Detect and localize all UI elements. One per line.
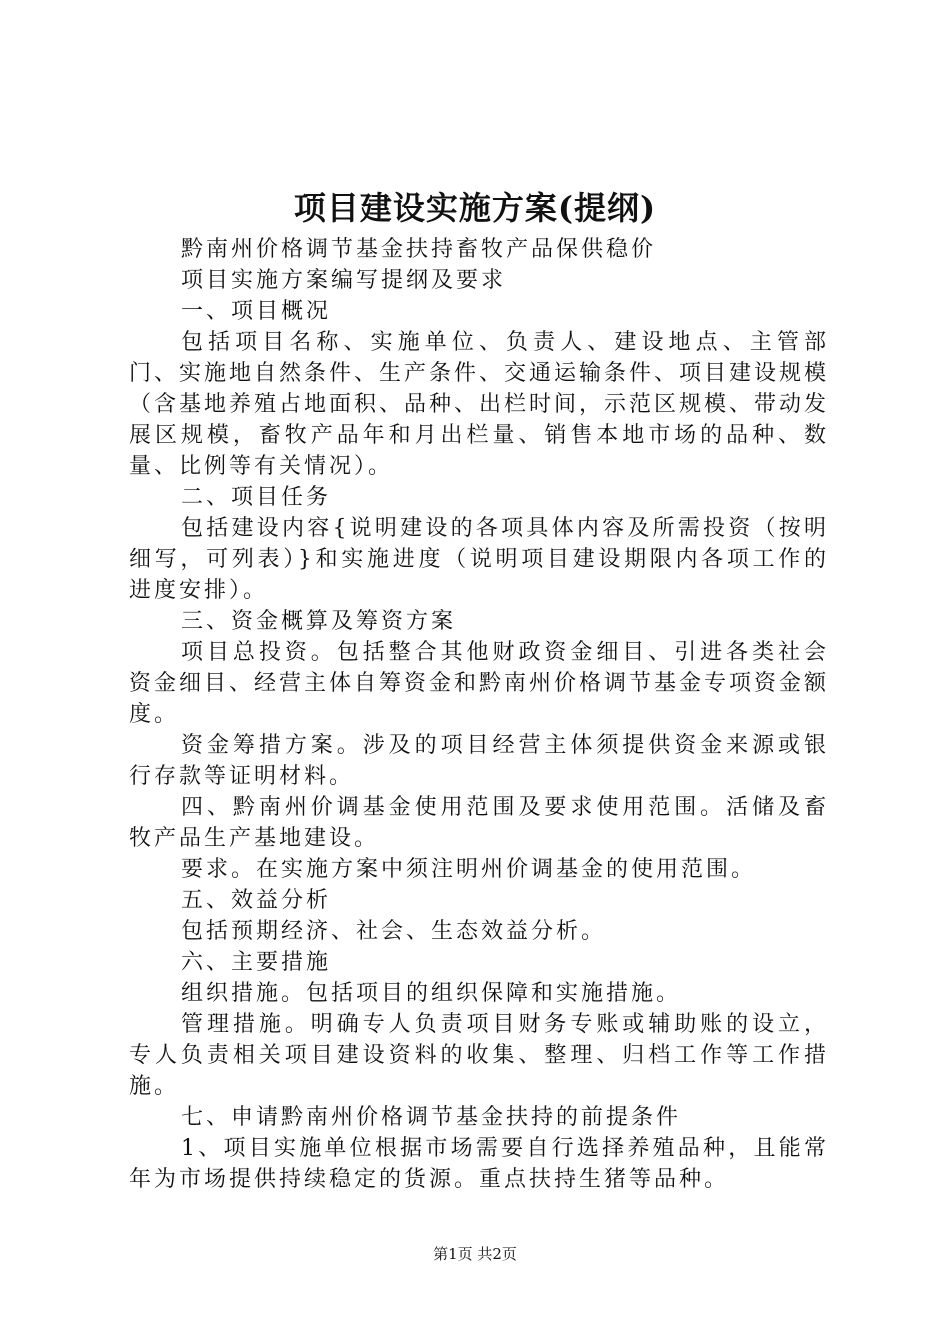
paragraph: 包括预期经济、社会、生态效益分析。 xyxy=(181,919,607,944)
section-heading: 二、项目任务 xyxy=(181,485,332,510)
section-heading: 一、项目概况 xyxy=(181,299,332,324)
section-heading: 六、主要措施 xyxy=(181,950,332,975)
paragraph: 项目总投资。包括整合其他财政资金细目、引进各类社会资金细目、经营主体自筹资金和黔南州价格调节基金专项资金额度。 xyxy=(129,640,830,727)
paragraph: 黔南州价格调节基金扶持畜牧产品保供稳价 xyxy=(181,237,657,262)
paragraph: 项目实施方案编写提纲及要求 xyxy=(181,268,507,293)
section-heading: 四、黔南州价调基金使用范围及要求使用范围。活储及畜牧产品生产基地建设。 xyxy=(129,795,829,851)
paragraph: 资金筹措方案。涉及的项目经营主体须提供资金来源或银行存款等证明材料。 xyxy=(129,733,829,789)
section-heading: 五、效益分析 xyxy=(181,888,332,913)
section-heading: 三、资金概算及筹资方案 xyxy=(181,609,457,634)
paragraph: 包括项目名称、实施单位、负责人、建设地点、主管部门、实施地自然条件、生产条件、交通运输条件、项目建设规模（含基地养殖占地面积、品种、出栏时间，示范区规模、带动发展区规模，畜牧产品年和月出栏量、销售本地市场的品种、数量、比例等有关情况）。 xyxy=(129,330,830,479)
paragraph: 1、项目实施单位根据市场需要自行选择养殖品种，且能常年为市场提供持续稳定的货源。重点扶持生猪等品种。 xyxy=(129,1136,829,1192)
paragraph: 要求。在实施方案中须注明州价调基金的使用范围。 xyxy=(181,857,757,882)
page-number-footer: 第1页 共2页 xyxy=(433,1245,517,1263)
paragraph: 管理措施。明确专人负责项目财务专账或辅助账的设立，专人负责相关项目建设资料的收集、整理、归档工作等工作措施。 xyxy=(129,1012,829,1099)
section-heading: 七、申请黔南州价格调节基金扶持的前提条件 xyxy=(181,1105,682,1130)
paragraph: 包括建设内容{说明建设的各项具体内容及所需投资（按明细写，可列表）}和实施进度（说明项目建设期限内各项工作的进度安排）。 xyxy=(129,516,829,603)
paragraph: 组织措施。包括项目的组织保障和实施措施。 xyxy=(181,981,682,1006)
document-title: 项目建设实施方案(提纲) xyxy=(293,189,657,227)
document-body xyxy=(129,234,829,1195)
